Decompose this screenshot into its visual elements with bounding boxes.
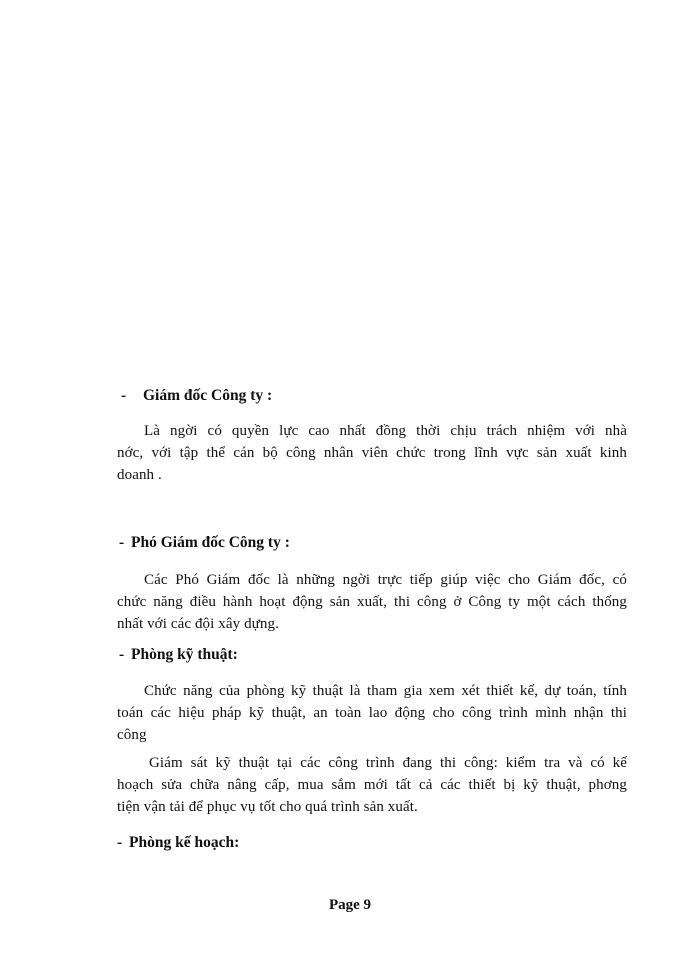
technical-heading (119, 645, 238, 665)
planning-bullet: - (117, 834, 123, 851)
director-heading (121, 386, 272, 406)
technical-p2-line-3: tiện vận tải để phục vụ tốt cho quá trình sản xuất. (117, 799, 418, 815)
deputy-heading-text: Phó Giám đốc Công ty : (131, 534, 290, 551)
director-bullet: - (121, 387, 127, 404)
director-paragraph (117, 420, 627, 486)
technical-paragraph-2 (117, 752, 627, 818)
technical-paragraph-1 (117, 680, 627, 746)
technical-p2-line-2: hoạch sửa chữa nâng cấp, mua sắm mới tất cả các thiết bị kỹ thuật, phơng (117, 777, 627, 793)
technical-heading-text: Phòng kỹ thuật: (131, 646, 238, 663)
deputy-heading (119, 533, 290, 553)
deputy-line-1: Các Phó Giám đốc là những ngời trực tiếp giúp việc cho Giám đốc, có (144, 572, 627, 588)
director-line-3: doanh . (117, 467, 162, 483)
page-number: Page 9 (328, 897, 372, 913)
director-heading-text: Giám đốc Công ty : (143, 387, 273, 404)
technical-p1-line-1: Chức năng của phòng kỹ thuật là tham gia xem xét thiết kế, dự toán, tính (144, 683, 627, 699)
technical-p1-line-3: công (117, 727, 147, 743)
planning-heading (117, 833, 239, 853)
director-line-1: Là ngời có quyền lực cao nhất đồng thời chịu trách nhiệm với nhà (144, 423, 627, 439)
deputy-line-2: chức năng điều hành hoạt động sản xuất, thi công ở Công ty một cách thống (117, 594, 627, 610)
planning-heading-text: Phòng kế hoạch: (129, 834, 240, 851)
deputy-paragraph (117, 569, 627, 635)
technical-p1-line-2: toán các hiệu pháp kỹ thuật, an toàn lao động cho công trình mình nhận thi (117, 705, 627, 721)
deputy-bullet: - (119, 534, 125, 551)
deputy-line-3: nhất với các đội xây dựng. (117, 616, 279, 632)
technical-bullet: - (119, 646, 125, 663)
director-line-2: nớc, với tập thể cán bộ công nhân viên chức trong lĩnh vực sản xuất kinh (117, 445, 627, 461)
technical-p2-line-1: Giám sát kỹ thuật tại các công trình đang thi công: kiểm tra và có kế (149, 755, 627, 771)
